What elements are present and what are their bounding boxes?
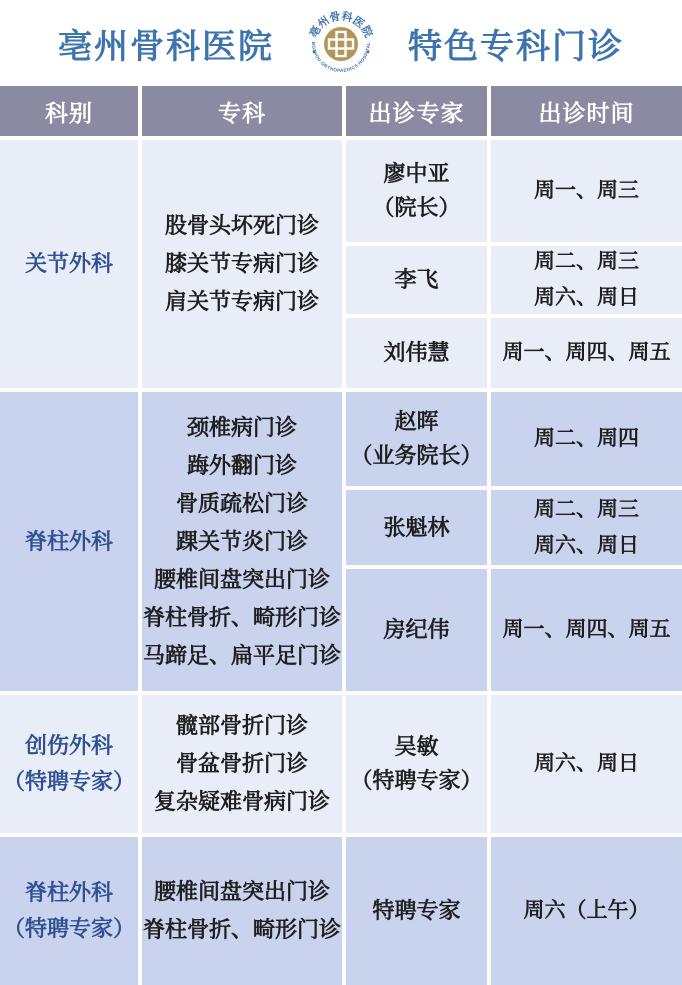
time-cell: 周二、周三 周六、周日 <box>491 490 682 565</box>
specialty-line: 肩关节专病门诊 <box>164 289 319 314</box>
specialty-line: 颈椎病门诊 <box>186 414 297 440</box>
clinic-program-title: 特色专科门诊 <box>408 27 624 66</box>
time-cell: 周六（上午） <box>491 837 682 985</box>
specialty-line: 腰椎间盘突出门诊 <box>153 879 330 904</box>
page-banner <box>0 0 682 86</box>
expert-cell: 吴敏 （特聘专家） <box>346 695 487 833</box>
specialty-line: 髋部骨折门诊 <box>175 713 308 738</box>
header-department: 科别 <box>0 86 138 136</box>
specialty-line: 骨质疏松门诊 <box>175 490 308 516</box>
hospital-name-title: 亳州骨科医院 <box>58 27 274 66</box>
specialty-line: 骨盆骨折门诊 <box>175 751 308 776</box>
logo-arc-top-text: 亳州骨科医院 <box>307 10 375 40</box>
header-time: 出诊时间 <box>491 86 682 136</box>
expert-cell: 张魁林 <box>346 490 487 565</box>
time-cell: 周一、周三 <box>491 140 682 242</box>
dept-cell-joint-surgery: 关节外科 <box>0 140 138 388</box>
expert-cell: 赵晖 （业务院长） <box>346 392 487 486</box>
time-cell: 周一、周四、周五 <box>491 318 682 388</box>
logo-arc-bottom-text: BOZHOU ORTHOPAEDICS HOSPITAL <box>310 41 372 74</box>
time-cell: 周二、周三 周六、周日 <box>491 246 682 314</box>
specialty-line: 膝关节专病门诊 <box>164 251 319 276</box>
time-cell: 周一、周四、周五 <box>491 569 682 691</box>
expert-cell: 房纪伟 <box>346 569 487 691</box>
time-cell: 周二、周四 <box>491 392 682 486</box>
expert-cell: 廖中亚 （院长） <box>346 140 487 242</box>
specialty-line: 踇外翻门诊 <box>186 452 297 478</box>
dept-cell-trauma-surgery: 创伤外科 （特聘专家） <box>0 695 138 833</box>
specialty-line: 马蹄足、扁平足门诊 <box>142 642 341 668</box>
specialty-line: 脊柱骨折、畸形门诊 <box>142 604 341 630</box>
header-specialty: 专科 <box>142 86 342 136</box>
dept-cell-spine-special-expert: 脊柱外科 （特聘专家） <box>0 837 138 985</box>
specialty-line: 脊柱骨折、畸形门诊 <box>142 917 341 942</box>
schedule-table <box>0 86 682 985</box>
specialty-line: 踝关节炎门诊 <box>175 528 308 554</box>
time-cell: 周六、周日 <box>491 695 682 833</box>
specialty-cell-trauma-surgery <box>142 695 342 833</box>
specialty-cell-spine-special-expert <box>142 837 342 985</box>
specialty-cell-joint-surgery <box>142 140 342 388</box>
header-expert: 出诊专家 <box>346 86 487 136</box>
specialty-line: 腰椎间盘突出门诊 <box>153 566 330 592</box>
dept-cell-spine-surgery: 脊柱外科 <box>0 392 138 691</box>
expert-cell: 特聘专家 <box>346 837 487 985</box>
specialty-line: 股骨头坏死门诊 <box>164 213 319 238</box>
expert-cell: 刘伟慧 <box>346 318 487 388</box>
hospital-seal-logo <box>304 6 378 80</box>
expert-cell: 李飞 <box>346 246 487 314</box>
specialty-line: 复杂疑难骨病门诊 <box>153 789 330 814</box>
specialty-cell-spine-surgery <box>142 392 342 691</box>
